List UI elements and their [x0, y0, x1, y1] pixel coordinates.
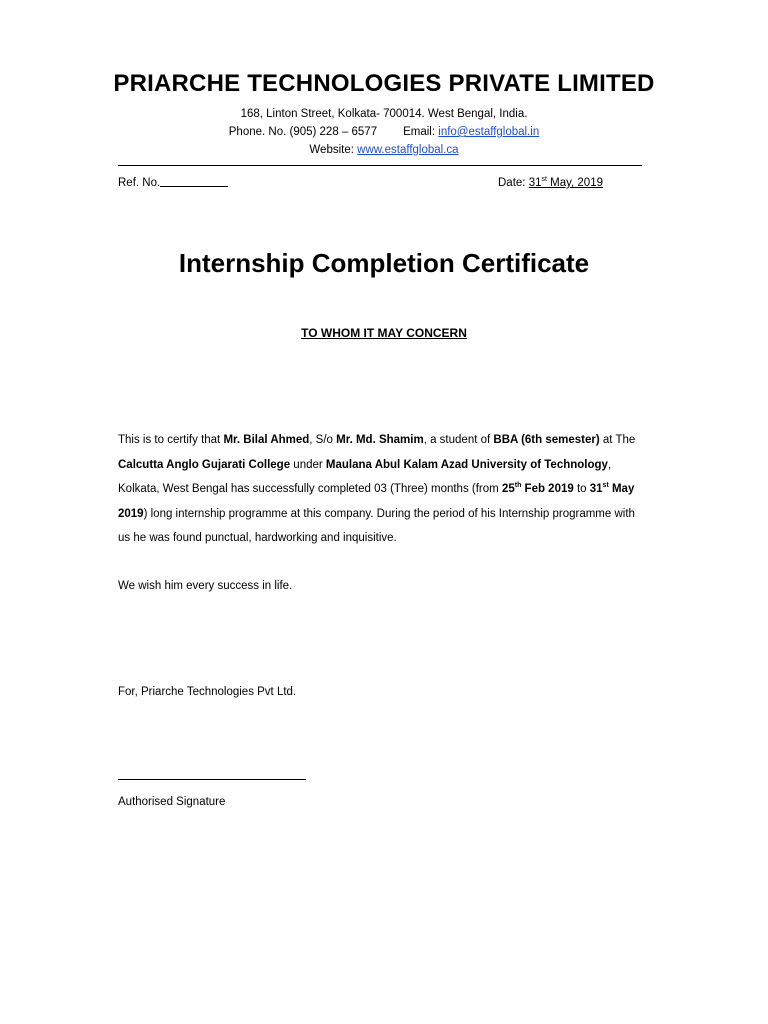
certificate-body [118, 428, 648, 551]
college-name: Calcutta Anglo Gujarati College [118, 458, 291, 471]
reference-number [118, 177, 228, 189]
ref-label: Ref. No. [118, 177, 161, 189]
student-name: Mr. Bilal Ahmed [223, 434, 310, 446]
contact-line [0, 126, 768, 138]
date-value [529, 177, 603, 189]
wish-line: We wish him every success in life. [118, 580, 293, 592]
date-rest: May, 2019 [546, 177, 603, 189]
body-text: to [573, 483, 590, 496]
date [498, 177, 603, 189]
body-text: at The [599, 434, 636, 446]
email-label: Email: [403, 126, 436, 138]
phone-number: (905) 228 – 6577 [289, 126, 378, 138]
phone-label: Phone. No. [228, 126, 287, 138]
body-text: , S/o [309, 434, 337, 446]
website-line [0, 144, 768, 156]
end-date: 31st May 2019 [118, 482, 635, 520]
header-divider [118, 165, 642, 166]
body-text: This is to certify that [118, 434, 224, 446]
body-text: , Kolkata, West Bengal has successfully completed 03 (Three) months (from [118, 458, 612, 496]
course-name: BBA (6th semester) [493, 434, 600, 446]
company-address: 168, Linton Street, Kolkata- 700014. West Bengal, India. [240, 108, 528, 120]
body-text: ) long internship programme at this company. During the period of his Internship programme with us he was found punctual, hardworking and inquisitive. [118, 507, 635, 545]
date-suffix: st [541, 176, 547, 184]
body-text: , a student of [423, 434, 494, 446]
salutation: TO WHOM IT MAY CONCERN [301, 326, 467, 340]
closing-line: For, Priarche Technologies Pvt Ltd. [118, 686, 297, 698]
email-link[interactable]: info@estaffglobal.in [438, 126, 540, 138]
ref-blank [160, 186, 228, 187]
signature-line [118, 779, 306, 780]
certificate-title: Internship Completion Certificate [178, 248, 590, 278]
date-label: Date: [498, 177, 526, 189]
date-day: 31 [528, 177, 542, 189]
company-name: PRIARCHE TECHNOLOGIES PRIVATE LIMITED [113, 70, 655, 97]
signature-label: Authorised Signature [118, 796, 226, 808]
start-date: 25th Feb 2019 [501, 482, 574, 496]
website-label: Website: [309, 144, 354, 156]
website-link[interactable]: www.estaffglobal.ca [357, 144, 459, 156]
university-name: Maulana Abul Kalam Azad University of Technology [325, 458, 608, 471]
body-text: under [290, 458, 326, 471]
father-name: Mr. Md. Shamim [336, 434, 424, 446]
